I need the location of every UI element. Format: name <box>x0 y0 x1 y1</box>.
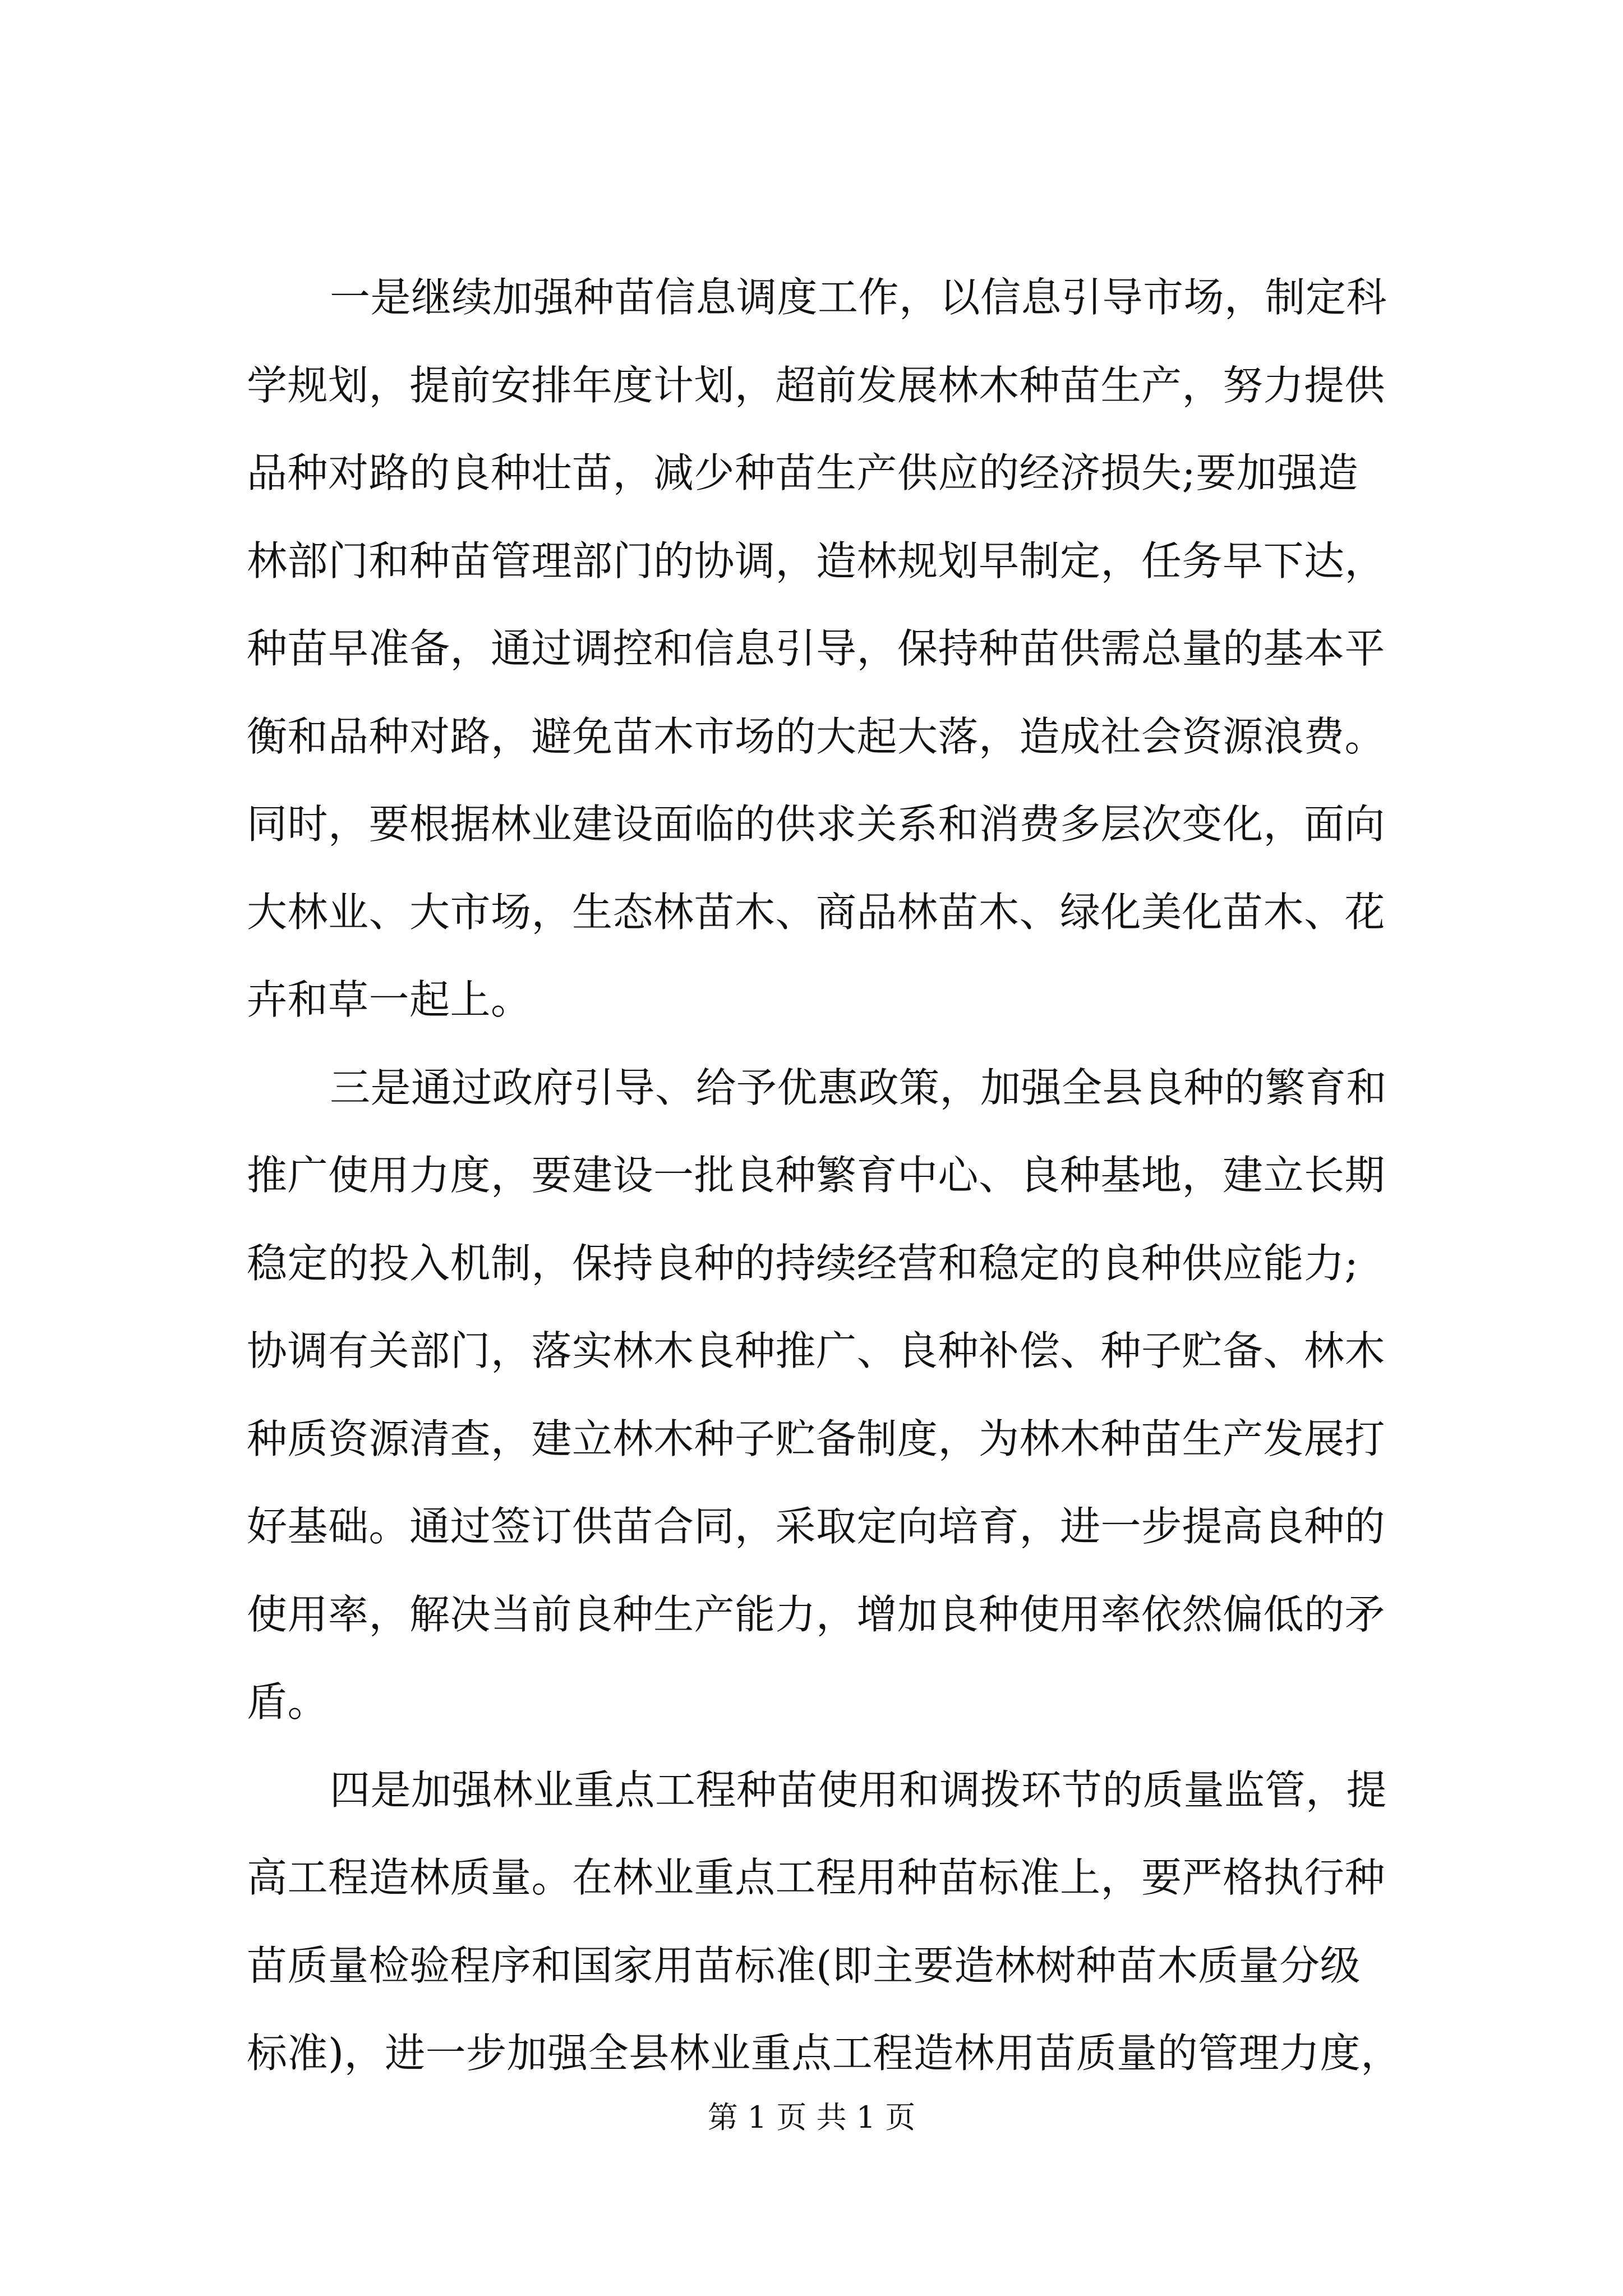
paragraph-1-line-3: 品种对路的良种壮苗，减少种苗生产供应的经济损失;要加强造 <box>247 449 1359 496</box>
paragraph-2-line-6: 好基础。通过签订供苗合同，采取定向培育，进一步提高良种的 <box>247 1503 1386 1550</box>
paragraph-1-line-4: 林部门和种苗管理部门的协调，造林规划早制定，任务早下达， <box>247 537 1386 585</box>
page-number-footer: 第 1 页 共 1 页 <box>707 2100 916 2135</box>
paragraph-3-line-4: 标准)，进一步加强全县林业重点工程造林用苗质量的管理力度， <box>247 2030 1401 2077</box>
paragraph-2-line-7: 使用率，解决当前良种生产能力，增加良种使用率依然偏低的矛 <box>247 1590 1386 1638</box>
paragraph-3-line-3: 苗质量检验程序和国家用苗标准(即主要造林树种苗木质量分级 <box>247 1941 1361 1989</box>
paragraph-2-line-8: 盾。 <box>247 1678 329 1726</box>
paragraph-1-line-5: 种苗早准备，通过调控和信息引导，保持种苗供需总量的基本平 <box>247 625 1386 672</box>
paragraph-1-line-7: 同时，要根据林业建设面临的供求关系和消费多层次变化，面向 <box>247 800 1386 848</box>
paragraph-1-line-2: 学规划，提前安排年度计划，超前发展林木种苗生产，努力提供 <box>247 361 1386 409</box>
paragraph-2-line-1: 三是通过政府引导、给予优惠政策，加强全县良种的繁育和 <box>330 1064 1387 1111</box>
paragraph-2-line-5: 种质资源清查，建立林木种子贮备制度，为林木种苗生产发展打 <box>247 1415 1386 1462</box>
paragraph-1-line-1: 一是继续加强种苗信息调度工作，以信息引导市场，制定科 <box>330 274 1387 321</box>
paragraph-1-line-6: 衡和品种对路，避免苗木市场的大起大落，造成社会资源浪费。 <box>247 712 1386 760</box>
body-text <box>247 254 1430 2097</box>
paragraph-3-line-1: 四是加强林业重点工程种苗使用和调拨环节的质量监管，提 <box>330 1766 1387 1814</box>
paragraph-2-line-3: 稳定的投入机制，保持良种的持续经营和稳定的良种供应能力; <box>247 1239 1359 1287</box>
paragraph-1-line-8: 大林业、大市场，生态林苗木、商品林苗木、绿化美化苗木、花 <box>247 888 1386 936</box>
paragraph-3-line-2: 高工程造林质量。在林业重点工程用种苗标准上，要严格执行种 <box>247 1854 1386 1901</box>
paragraph-1-line-9: 卉和草一起上。 <box>247 976 532 1023</box>
paragraph-2-line-2: 推广使用力度，要建设一批良种繁育中心、良种基地，建立长期 <box>247 1152 1386 1199</box>
paragraph-2-line-4: 协调有关部门，落实林木良种推广、良种补偿、种子贮备、林木 <box>247 1327 1386 1374</box>
